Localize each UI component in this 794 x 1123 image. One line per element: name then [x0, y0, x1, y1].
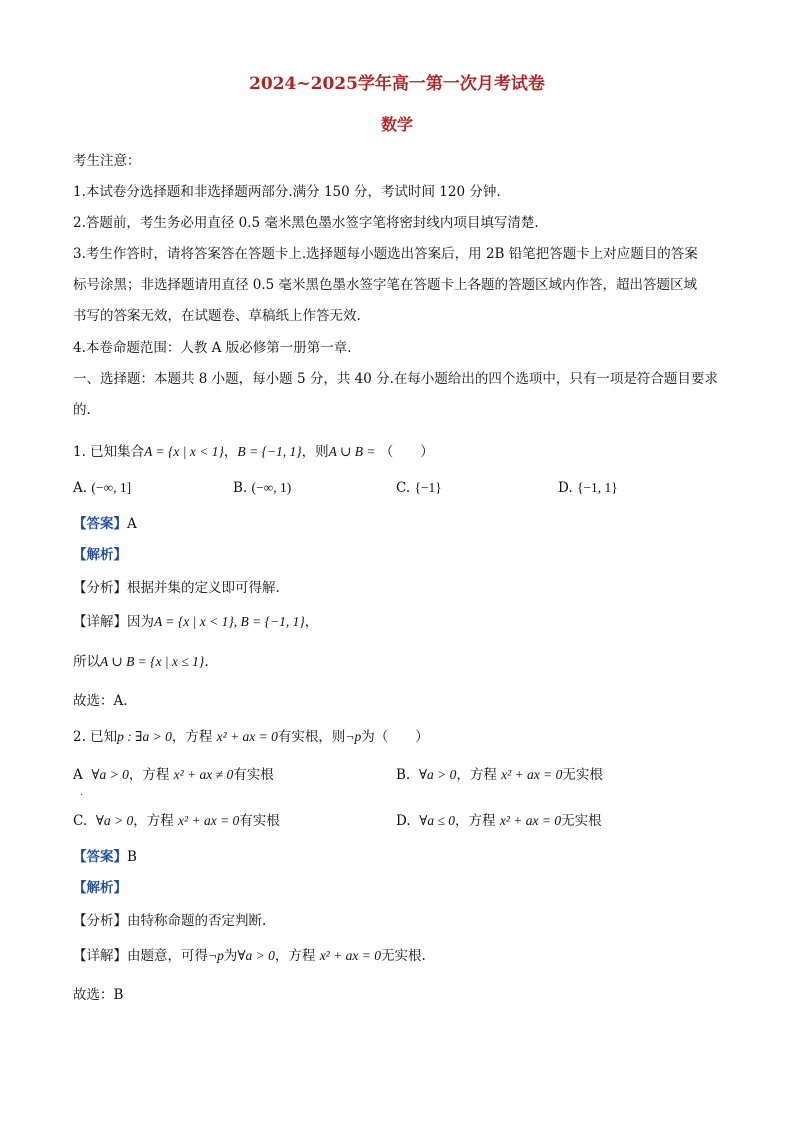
analysis-label: 【解析】 [73, 880, 127, 896]
answer-label: 【答案】 [73, 849, 127, 865]
detail-label: 【详解】 [73, 614, 127, 630]
q1-detail: 【详解】因为A = {x | x < 1}, B = {−1, 1}， [73, 614, 319, 630]
section-heading-line-1: 一、选择题：本题共 8 小题，每小题 5 分，共 40 分.在每小题给出的四个选项中，只有一项是符合题目要求 [73, 371, 718, 387]
q1-option-c-value: {−1} [414, 480, 442, 495]
q2-detail: 【详解】由题意，可得¬p为∀a > 0，方程 x² + ax = 0无实根. [73, 948, 426, 964]
q1-option-a: A. (−∞, 1] [73, 480, 132, 496]
q1-option-d: D. {−1, 1} [558, 480, 618, 496]
q1-then: ，则 [301, 444, 329, 460]
q1-option-d-value: {−1, 1} [576, 480, 618, 495]
q2-pick: 故选：B [73, 987, 124, 1003]
analysis-label: 【解析】 [73, 547, 127, 563]
q1-option-c: C. {−1} [396, 480, 442, 496]
q2-option-d: D. ∀a ≤ 0，方程 x² + ax = 0无实根 [396, 813, 602, 829]
q2-option-c: C. ∀a > 0，方程 x² + ax = 0有实根 [73, 813, 280, 829]
q1-fenxi: 【分析】根据并集的定义即可得解. [73, 580, 280, 596]
section-heading-line-2: 的. [73, 402, 91, 418]
question-1-stem [73, 442, 434, 462]
q1-pick: 故选：A. [73, 693, 128, 709]
subject-title: 数学 [380, 115, 413, 134]
q1-option-a-value: (−∞, 1] [91, 480, 132, 495]
q2-analysis [73, 878, 127, 898]
answer-label: 【答案】 [73, 516, 127, 532]
answer-value: B [127, 849, 137, 865]
q2-option-a: A ∀a > 0，方程 x² + ax ≠ 0有实根 [73, 767, 274, 783]
notice-item-1: 1.本试卷分选择题和非选择题两部分.满分 150 分，考试时间 120 分钟. [73, 184, 501, 200]
question-2-stem: 2. 已知p : ∃a > 0，方程 x² + ax = 0有实根，则¬p为（ ） [73, 729, 429, 745]
q1-expr: A ∪ B = [328, 444, 376, 459]
notice-item-2: 2.答题前，考生务必用直径 0.5 毫米黑色墨水签字笔将密封线内项目填写清楚. [73, 215, 539, 231]
q1-prefix: 1. 已知集合 [73, 444, 145, 460]
notice-item-3-line-1: 3.考生作答时，请将答案答在答题卡上.选择题每小题选出答案后，用 2B 铅笔把答题卡上对应题目的答案 [73, 246, 698, 262]
q1-answer [73, 514, 137, 534]
notice-item-4: 4.本卷命题范围：人教 A 版必修第一册第一章. [73, 340, 352, 356]
q1-option-b: B. (−∞, 1) [233, 480, 292, 496]
q1-option-b-value: (−∞, 1) [251, 480, 292, 495]
stray-mark: · [80, 790, 84, 801]
notice-item-3-line-3: 书写的答案无效，在试题卷、草稿纸上作答无效. [73, 308, 361, 324]
notice-heading: 考生注意： [73, 153, 141, 169]
q2-answer [73, 847, 137, 867]
q1-analysis [73, 545, 127, 565]
q2-option-b: B. ∀a > 0，方程 x² + ax = 0无实根 [396, 767, 603, 783]
q1-sep: ， [223, 444, 238, 460]
q1-set-a: A = {x | x < 1} [144, 444, 224, 459]
exam-title: 2024~2025学年高一第一次月考试卷 [249, 74, 545, 94]
answer-value: A [127, 516, 137, 532]
q1-set-b: B = {−1, 1} [237, 444, 302, 459]
fenxi-label: 【分析】 [73, 580, 127, 596]
q1-paren: （ ） [379, 444, 434, 460]
q1-conclusion: 所以A ∪ B = {x | x ≤ 1}. [73, 654, 209, 670]
notice-item-3-line-2: 标号涂黑；非选择题请用直径 0.5 毫米黑色墨水签字笔在答题卡上各题的答题区域内作答，超出答题区域 [73, 277, 698, 293]
q2-fenxi: 【分析】由特称命题的否定判断. [73, 913, 267, 929]
